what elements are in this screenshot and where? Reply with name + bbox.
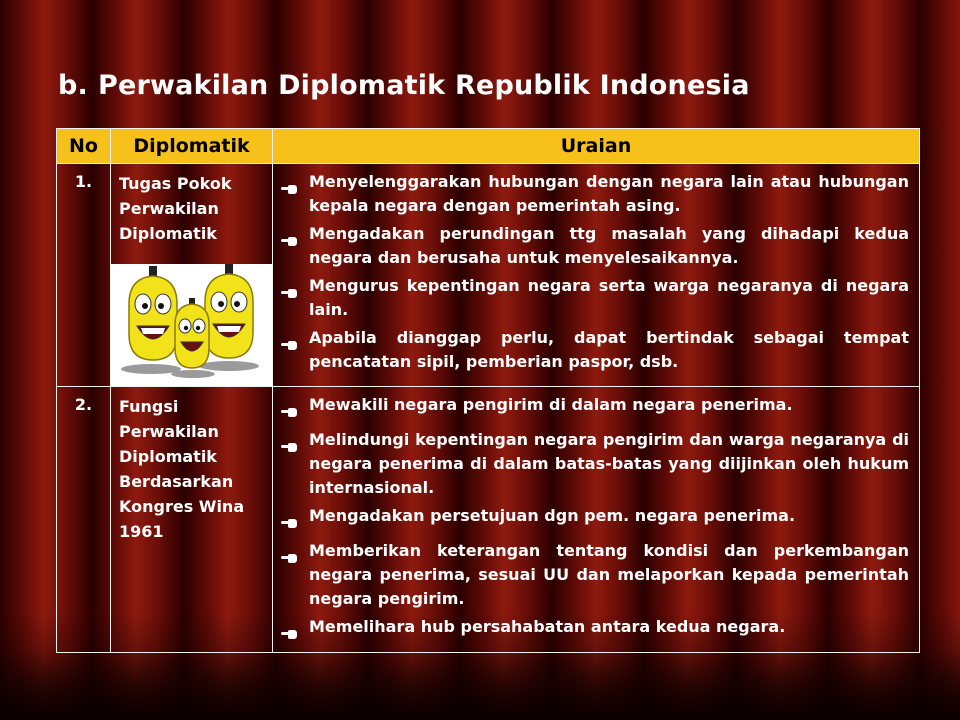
list-item <box>281 222 909 270</box>
slide-title-text: Perwakilan Diplomatik Republik Indonesia <box>97 70 750 101</box>
pointing-hand-icon <box>281 408 297 417</box>
list-item <box>281 504 909 535</box>
pointing-hand-icon <box>281 554 297 563</box>
list-item-text: Menyelenggarakan hubungan dengan negara lain atau hubungan kepala negara dengan pemerintah asing. <box>309 172 909 215</box>
list-item-text: Apabila dianggap perlu, dapat bertindak sebagai tempat pencatatan sipil, pemberian paspor, dsb. <box>309 328 909 371</box>
list-item-text: Mewakili negara pengirim di dalam negara penerima. <box>309 395 793 414</box>
list-item <box>281 428 909 500</box>
list-item-text: Memberikan keterangan tentang kondisi dan perkembangan negara penerima, sesuai UU dan melaporkan kepada pemerintah negara pengirim. <box>309 541 909 608</box>
pointing-hand-icon <box>281 185 297 194</box>
pointing-hand-icon <box>281 519 297 528</box>
pointing-hand-icon <box>281 237 297 246</box>
table-row <box>57 164 920 387</box>
list-item-text: Mengurus kepentingan negara serta warga negaranya di negara lain. <box>309 276 909 319</box>
pointing-hand-icon <box>281 630 297 639</box>
row-uraian-cell <box>273 387 920 653</box>
row-number: 1. <box>57 164 111 387</box>
pointing-hand-icon <box>281 289 297 298</box>
list-item <box>281 539 909 611</box>
diplomatic-table <box>56 128 920 653</box>
table-header-row <box>57 129 920 164</box>
pointing-hand-icon <box>281 341 297 350</box>
header-no: No <box>57 129 111 164</box>
cartoon-faces-icon <box>111 264 272 386</box>
list-item <box>281 274 909 322</box>
row-diplomatik-cell <box>111 164 273 387</box>
slide-title-prefix: b. <box>58 70 88 101</box>
row-diplomatik-cell <box>111 387 273 653</box>
slide-title <box>58 70 750 101</box>
row-diplomatik-label: Fungsi Perwakilan Diplomatik Berdasarkan Kongres Wina 1961 <box>119 397 245 541</box>
pointing-hand-icon <box>281 443 297 452</box>
list-item <box>281 615 909 646</box>
uraian-list <box>281 393 909 646</box>
row-uraian-cell <box>273 164 920 387</box>
header-diplomatik: Diplomatik <box>111 129 273 164</box>
list-item-text: Memelihara hub persahabatan antara kedua negara. <box>309 617 786 636</box>
curtain-background <box>0 650 960 720</box>
table-row <box>57 387 920 653</box>
uraian-list <box>281 170 909 374</box>
list-item-text: Mengadakan persetujuan dgn pem. negara penerima. <box>309 506 796 525</box>
cartoon-faces-clipart <box>111 264 272 386</box>
row-diplomatik-label: Tugas Pokok Perwakilan Diplomatik <box>119 174 232 243</box>
list-item <box>281 170 909 218</box>
row-number: 2. <box>57 387 111 653</box>
list-item <box>281 393 909 424</box>
header-uraian: Uraian <box>273 129 920 164</box>
list-item <box>281 326 909 374</box>
list-item-text: Mengadakan perundingan ttg masalah yang dihadapi kedua negara dan berusaha untuk menyelesaikannya. <box>309 224 909 267</box>
list-item-text: Melindungi kepentingan negara pengirim dan warga negaranya di negara penerima di dalam batas-batas yang diijinkan oleh hukum internasional. <box>309 430 909 497</box>
